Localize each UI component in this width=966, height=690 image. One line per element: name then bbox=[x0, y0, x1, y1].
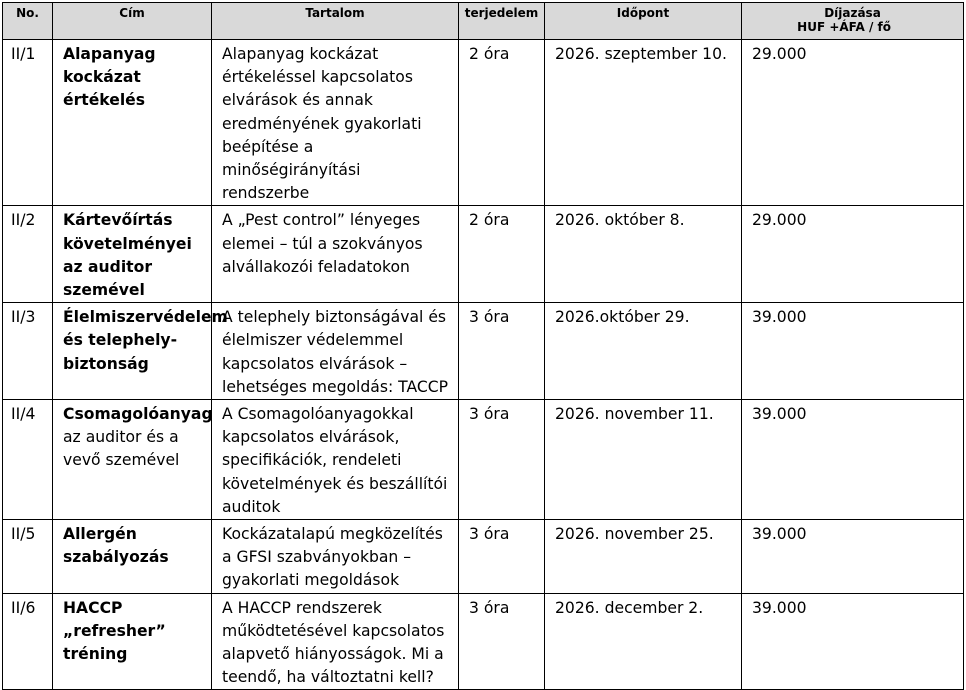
cell-cim bbox=[53, 520, 212, 594]
cell-terjedelem: 3 óra bbox=[459, 400, 545, 520]
cell-cim-bold: Allergén szabályozás bbox=[63, 525, 169, 567]
cell-tartalom: A Csomagolóanyagokkal kapcsolatos elvárások, specifikációk, rendeleti követelmények és beszállítói auditok bbox=[212, 400, 459, 520]
cell-no: II/4 bbox=[3, 400, 53, 520]
cell-tartalom: A „Pest control” lényeges elemei – túl a szokványos alvállakozói feladatokon bbox=[212, 206, 459, 303]
cell-dij: 39.000 bbox=[742, 400, 964, 520]
cell-tartalom: A telephely biztonságával és élelmiszer védelemmel kapcsolatos elvárások – lehetséges megoldás: TACCP bbox=[212, 303, 459, 400]
cell-cim bbox=[53, 40, 212, 206]
cell-cim-bold: Kártevőírtás követelményei az auditor szemével bbox=[63, 211, 192, 300]
table-row bbox=[3, 40, 964, 206]
cell-terjedelem: 2 óra bbox=[459, 40, 545, 206]
cell-dij: 29.000 bbox=[742, 206, 964, 303]
cell-no: II/6 bbox=[3, 593, 53, 690]
cell-no: II/3 bbox=[3, 303, 53, 400]
cell-cim-bold: Alapanyag kockázat értékelés bbox=[63, 45, 156, 110]
cell-no: II/2 bbox=[3, 206, 53, 303]
table-row bbox=[3, 206, 964, 303]
cell-idopont: 2026.október 29. bbox=[545, 303, 742, 400]
table-row bbox=[3, 303, 964, 400]
cell-dij: 39.000 bbox=[742, 520, 964, 594]
cell-idopont: 2026. október 8. bbox=[545, 206, 742, 303]
header-tartalom: Tartalom bbox=[212, 3, 459, 40]
cell-cim-bold: HACCP „refresher” tréning bbox=[63, 598, 166, 664]
cell-dij: 39.000 bbox=[742, 593, 964, 690]
cell-cim bbox=[53, 400, 212, 520]
cell-cim-normal: az auditor és a vevő szemével bbox=[63, 428, 180, 470]
header-dijazas-line2: HUF +ÁFA / fő bbox=[797, 20, 891, 34]
header-no: No. bbox=[3, 3, 53, 40]
table-row bbox=[3, 520, 964, 594]
header-idopont: Időpont bbox=[545, 3, 742, 40]
cell-cim-bold: Élelmiszervédelem és telephely-biztonság bbox=[63, 308, 228, 373]
header-cim: Cím bbox=[53, 3, 212, 40]
header-terjedelem: terjedelem bbox=[459, 3, 545, 40]
cell-tartalom: A HACCP rendszerek működtetésével kapcsolatos alapvető hiányosságok. Mi a teendő, ha változtatni kell? bbox=[212, 593, 459, 690]
header-row bbox=[3, 3, 964, 40]
cell-terjedelem: 2 óra bbox=[459, 206, 545, 303]
cell-idopont: 2026. november 11. bbox=[545, 400, 742, 520]
cell-no: II/5 bbox=[3, 520, 53, 594]
cell-terjedelem: 3 óra bbox=[459, 303, 545, 400]
cell-cim bbox=[53, 593, 212, 690]
cell-no: II/1 bbox=[3, 40, 53, 206]
header-dijazas-line1: Díjazása bbox=[824, 6, 881, 20]
cell-cim-bold: Csomagolóanyag bbox=[63, 405, 213, 424]
cell-terjedelem: 3 óra bbox=[459, 593, 545, 690]
table-row bbox=[3, 400, 964, 520]
cell-idopont: 2026. november 25. bbox=[545, 520, 742, 594]
cell-tartalom: Alapanyag kockázat értékeléssel kapcsolatos elvárások és annak eredményének gyakorlati beépítése a minőségirányítási rendszerbe bbox=[212, 40, 459, 206]
cell-dij: 29.000 bbox=[742, 40, 964, 206]
table-row bbox=[3, 593, 964, 690]
training-schedule-table bbox=[2, 2, 964, 690]
header-dijazas bbox=[742, 3, 964, 40]
cell-idopont: 2026. szeptember 10. bbox=[545, 40, 742, 206]
cell-dij: 39.000 bbox=[742, 303, 964, 400]
cell-terjedelem: 3 óra bbox=[459, 520, 545, 594]
cell-cim bbox=[53, 303, 228, 400]
cell-tartalom: Kockázatalapú megközelítés a GFSI szabványokban – gyakorlati megoldások bbox=[212, 520, 459, 594]
cell-idopont: 2026. december 2. bbox=[545, 593, 742, 690]
cell-cim bbox=[53, 206, 212, 303]
